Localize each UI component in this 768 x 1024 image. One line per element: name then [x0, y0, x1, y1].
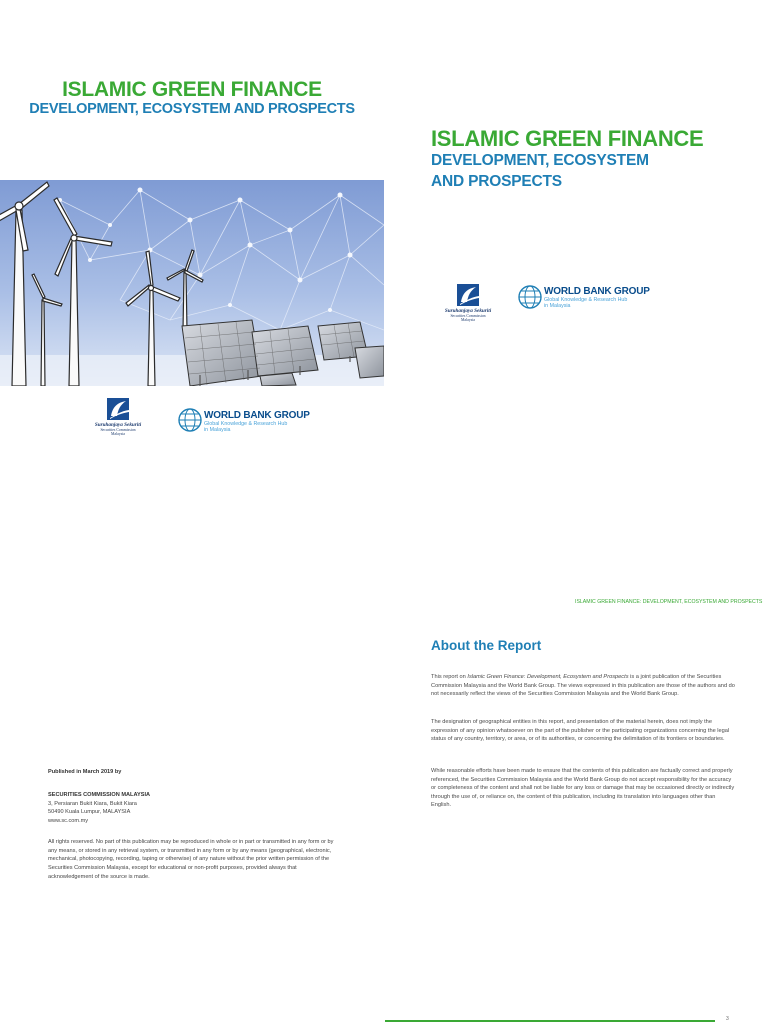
wbg-logo-title: WORLD BANK GROUP	[544, 286, 650, 297]
globe-icon	[518, 285, 542, 309]
about-paragraph-3	[431, 767, 737, 810]
publisher-block	[48, 791, 150, 826]
left-cover-title: ISLAMIC GREEN FINANCE	[62, 78, 322, 101]
wbg-logo-sub2: in Malaysia	[204, 427, 231, 433]
sc-emblem-icon	[455, 284, 481, 308]
about-heading: About the Report	[431, 638, 542, 653]
footer-rule	[385, 1020, 715, 1022]
rights-notice: All rights reserved. No part of this publication may be reproduced in whole or in part or transmitted in any form or by any means, or stored in any retrieval system, or transmitted in any form or by any means (geographical, electronic, mechanical, photocopying, recording, taping or otherwise) of any nature without the prior written permission of the Securities Commission Malaysia, except for educational or non-profit purposes, provided always that acknowledgement of the source is made.	[48, 839, 334, 880]
publisher-website: www.sc.com.my	[48, 817, 89, 824]
about-paragraph-1	[431, 673, 737, 699]
sc-logo-sub1: Securities Commission	[450, 314, 486, 318]
publisher-address-2: 50490 Kuala Lumpur, MALAYSIA	[48, 809, 131, 816]
about-p3-text: While reasonable efforts have been made to ensure that the contents of this publication are factually correct and properly referenced, the Securities Commission Malaysia and the World Bank Group do not accept responsibility for the accuracy or completeness of the content and shall not be liable for any loss or damage that may be occasioned directly or indirectly through the use of, or reliance on, the content of this publication, including its translation into languages other than English.	[431, 768, 735, 809]
running-head: ISLAMIC GREEN FINANCE: DEVELOPMENT, ECOSYSTEM AND PROSPECTS	[575, 599, 763, 605]
cover-image-wind-solar	[0, 180, 384, 386]
about-p2-text: The designation of geographical entities in this report, and presentation of the material herein, does not imply the expression of any opinion whatsoever on the part of the publisher or the participating organizations concerning the legal status of any country, territory, or area, or of its authorities, or concerning the delimitation of its frontiers or boundaries.	[431, 719, 730, 743]
right-cover-title: ISLAMIC GREEN FINANCE	[431, 126, 704, 151]
globe-icon	[178, 408, 202, 432]
sc-logo-name: Suruhanjaya Sekuriti	[94, 422, 142, 428]
right-cover-subtitle	[431, 150, 649, 192]
about-paragraph-2	[431, 718, 737, 744]
sc-logo-right	[434, 284, 502, 322]
wbg-logo-sub2: in Malaysia	[544, 303, 571, 309]
wbg-logo-sub1: Global Knowledge & Research Hub	[544, 297, 628, 303]
publisher-name: SECURITIES COMMISSION MALAYSIA	[48, 792, 151, 798]
sc-logo-name: Suruhanjaya Sekuriti	[444, 308, 492, 314]
about-p1-before: This report on	[431, 674, 468, 680]
sc-logo-sub1: Securities Commission	[100, 428, 136, 432]
sc-logo	[92, 398, 144, 436]
publisher-address-1: 3, Persiaran Bukit Kiara, Bukit Kiara	[48, 800, 137, 807]
wind-solar-illustration	[0, 180, 384, 386]
sc-logo-sub2: Malaysia	[111, 432, 125, 436]
about-p1-italic: Islamic Green Finance: Development, Ecosystem and Prospects	[467, 674, 629, 680]
published-date: Published in March 2019 by	[48, 769, 122, 775]
wbg-logo-title: WORLD BANK GROUP	[204, 410, 310, 421]
right-cover-subtitle-line1: DEVELOPMENT, ECOSYSTEM	[431, 152, 649, 169]
sc-emblem-icon	[105, 398, 131, 422]
left-cover-subtitle: DEVELOPMENT, ECOSYSTEM AND PROSPECTS	[29, 101, 355, 117]
about-p1-after: is a joint publication of the Securities Commission Malaysia and the World Bank Group. The views expressed in this publication are those of the authors and do not necessarily reflect the views of the Securities Commission Malaysia and the World Bank Group.	[431, 674, 735, 698]
wbg-logo-sub1: Global Knowledge & Research Hub	[204, 421, 288, 427]
page-number: 3	[726, 1016, 729, 1022]
sc-logo-sub2: Malaysia	[461, 318, 475, 322]
right-cover-subtitle-line2: AND PROSPECTS	[431, 173, 562, 190]
